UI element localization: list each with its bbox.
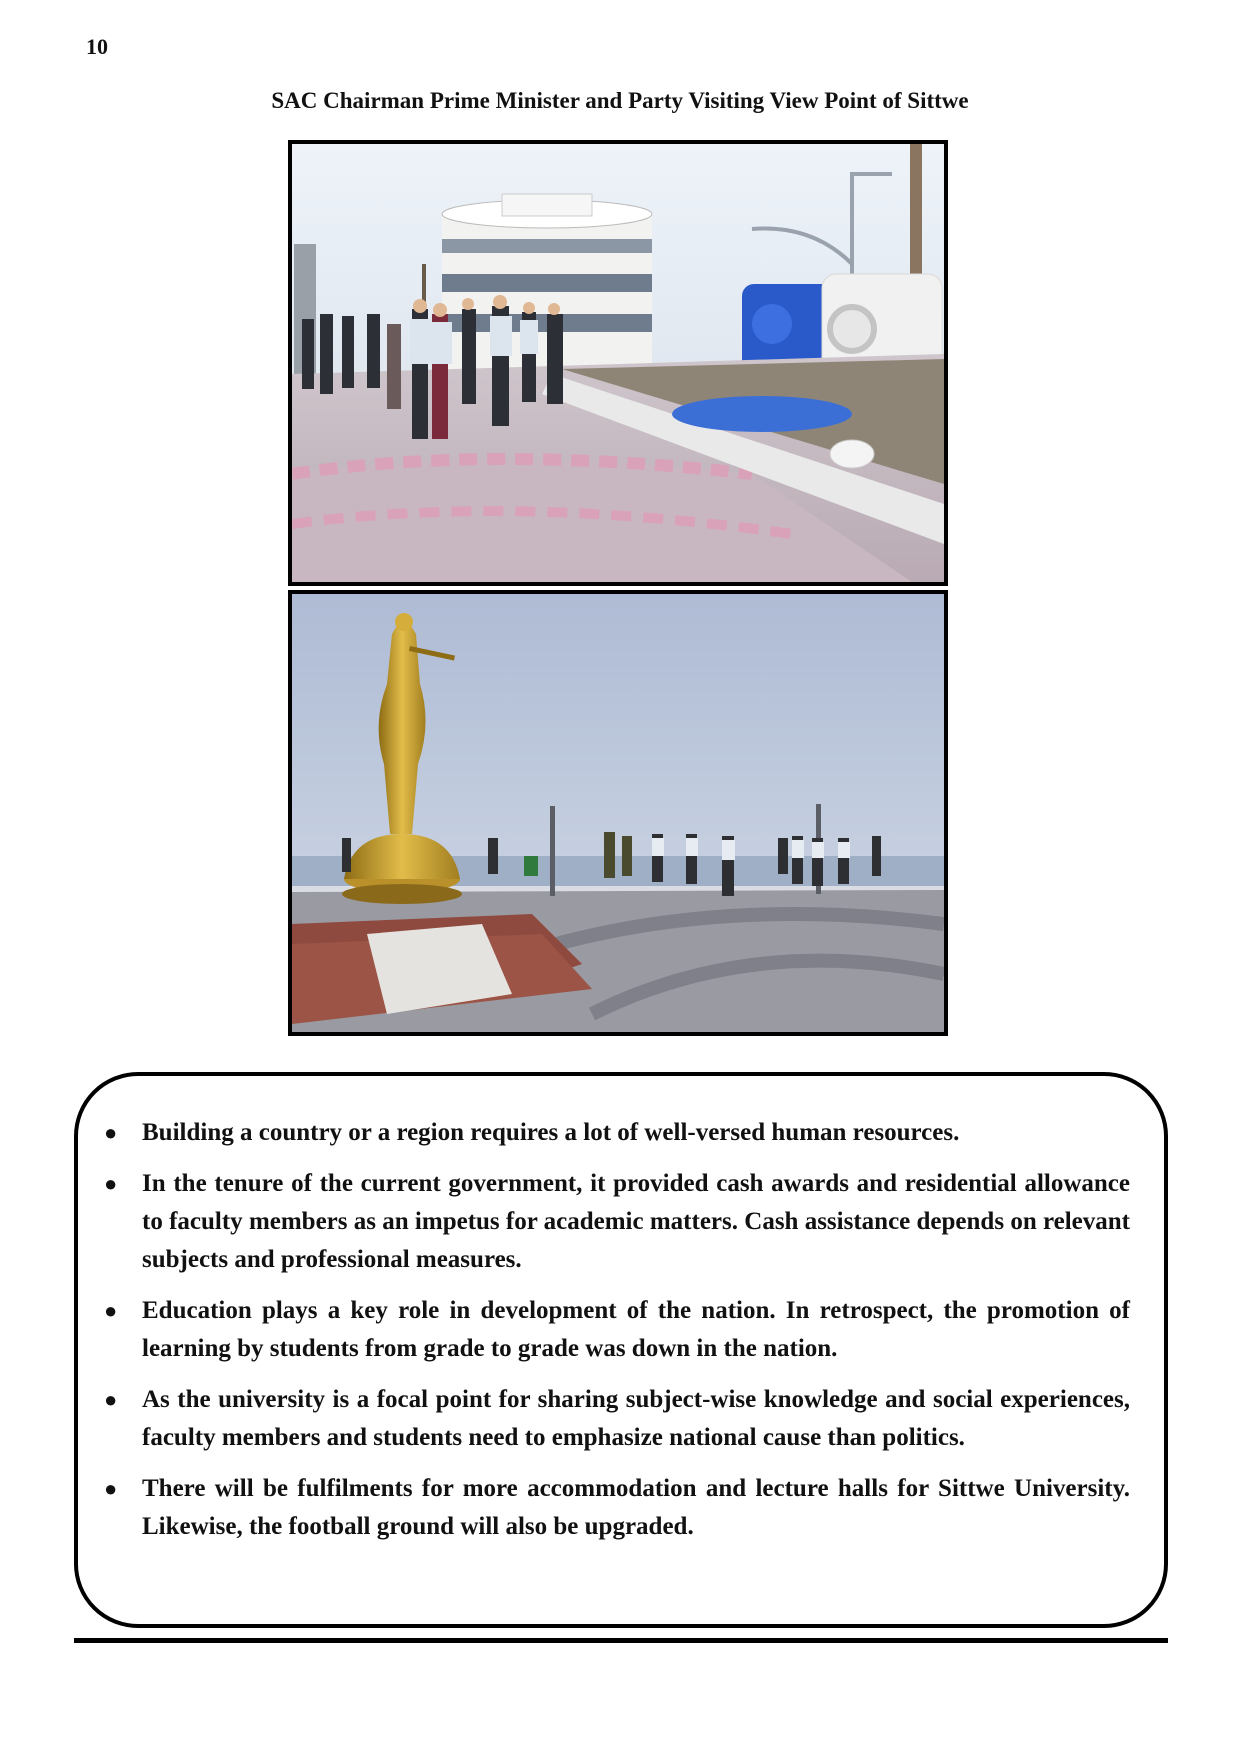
bullet-icon: ● [104, 1387, 118, 1412]
summary-bullet-5: ● There will be fulfilments for more accommodation and lecture halls for Sittwe University. Likewise, the football ground will also be upgraded. [142, 1470, 1130, 1546]
page-number: 10 [86, 34, 108, 59]
page-title: SAC Chairman Prime Minister and Party Visiting View Point of Sittwe [271, 88, 969, 113]
promenade-photo [288, 140, 948, 586]
bullet-icon: ● [104, 1120, 118, 1145]
summary-bullet-2: ● In the tenure of the current government, it provided cash awards and residential allowance to faculty members as an impetus for academic matters. Cash assistance depends on relevant subjects and professional measures. [142, 1165, 1130, 1279]
bottom-rule [74, 1638, 1168, 1643]
summary-bullet-4: ● As the university is a focal point for sharing subject-wise knowledge and social experiences, faculty members and students need to emphasize national cause than politics. [142, 1381, 1130, 1457]
bullet-icon: ● [104, 1171, 118, 1196]
bullet-icon: ● [104, 1476, 118, 1501]
summary-list [104, 1114, 1130, 1546]
statue-photo [288, 590, 948, 1036]
summary-bullet-3: ● Education plays a key role in development of the nation. In retrospect, the promotion of learning by students from grade to grade was down in the nation. [142, 1292, 1130, 1368]
summary-bullet-1: ● Building a country or a region requires a lot of well-versed human resources. [142, 1114, 1130, 1152]
summary-box [74, 1072, 1168, 1628]
bullet-icon: ● [104, 1298, 118, 1323]
